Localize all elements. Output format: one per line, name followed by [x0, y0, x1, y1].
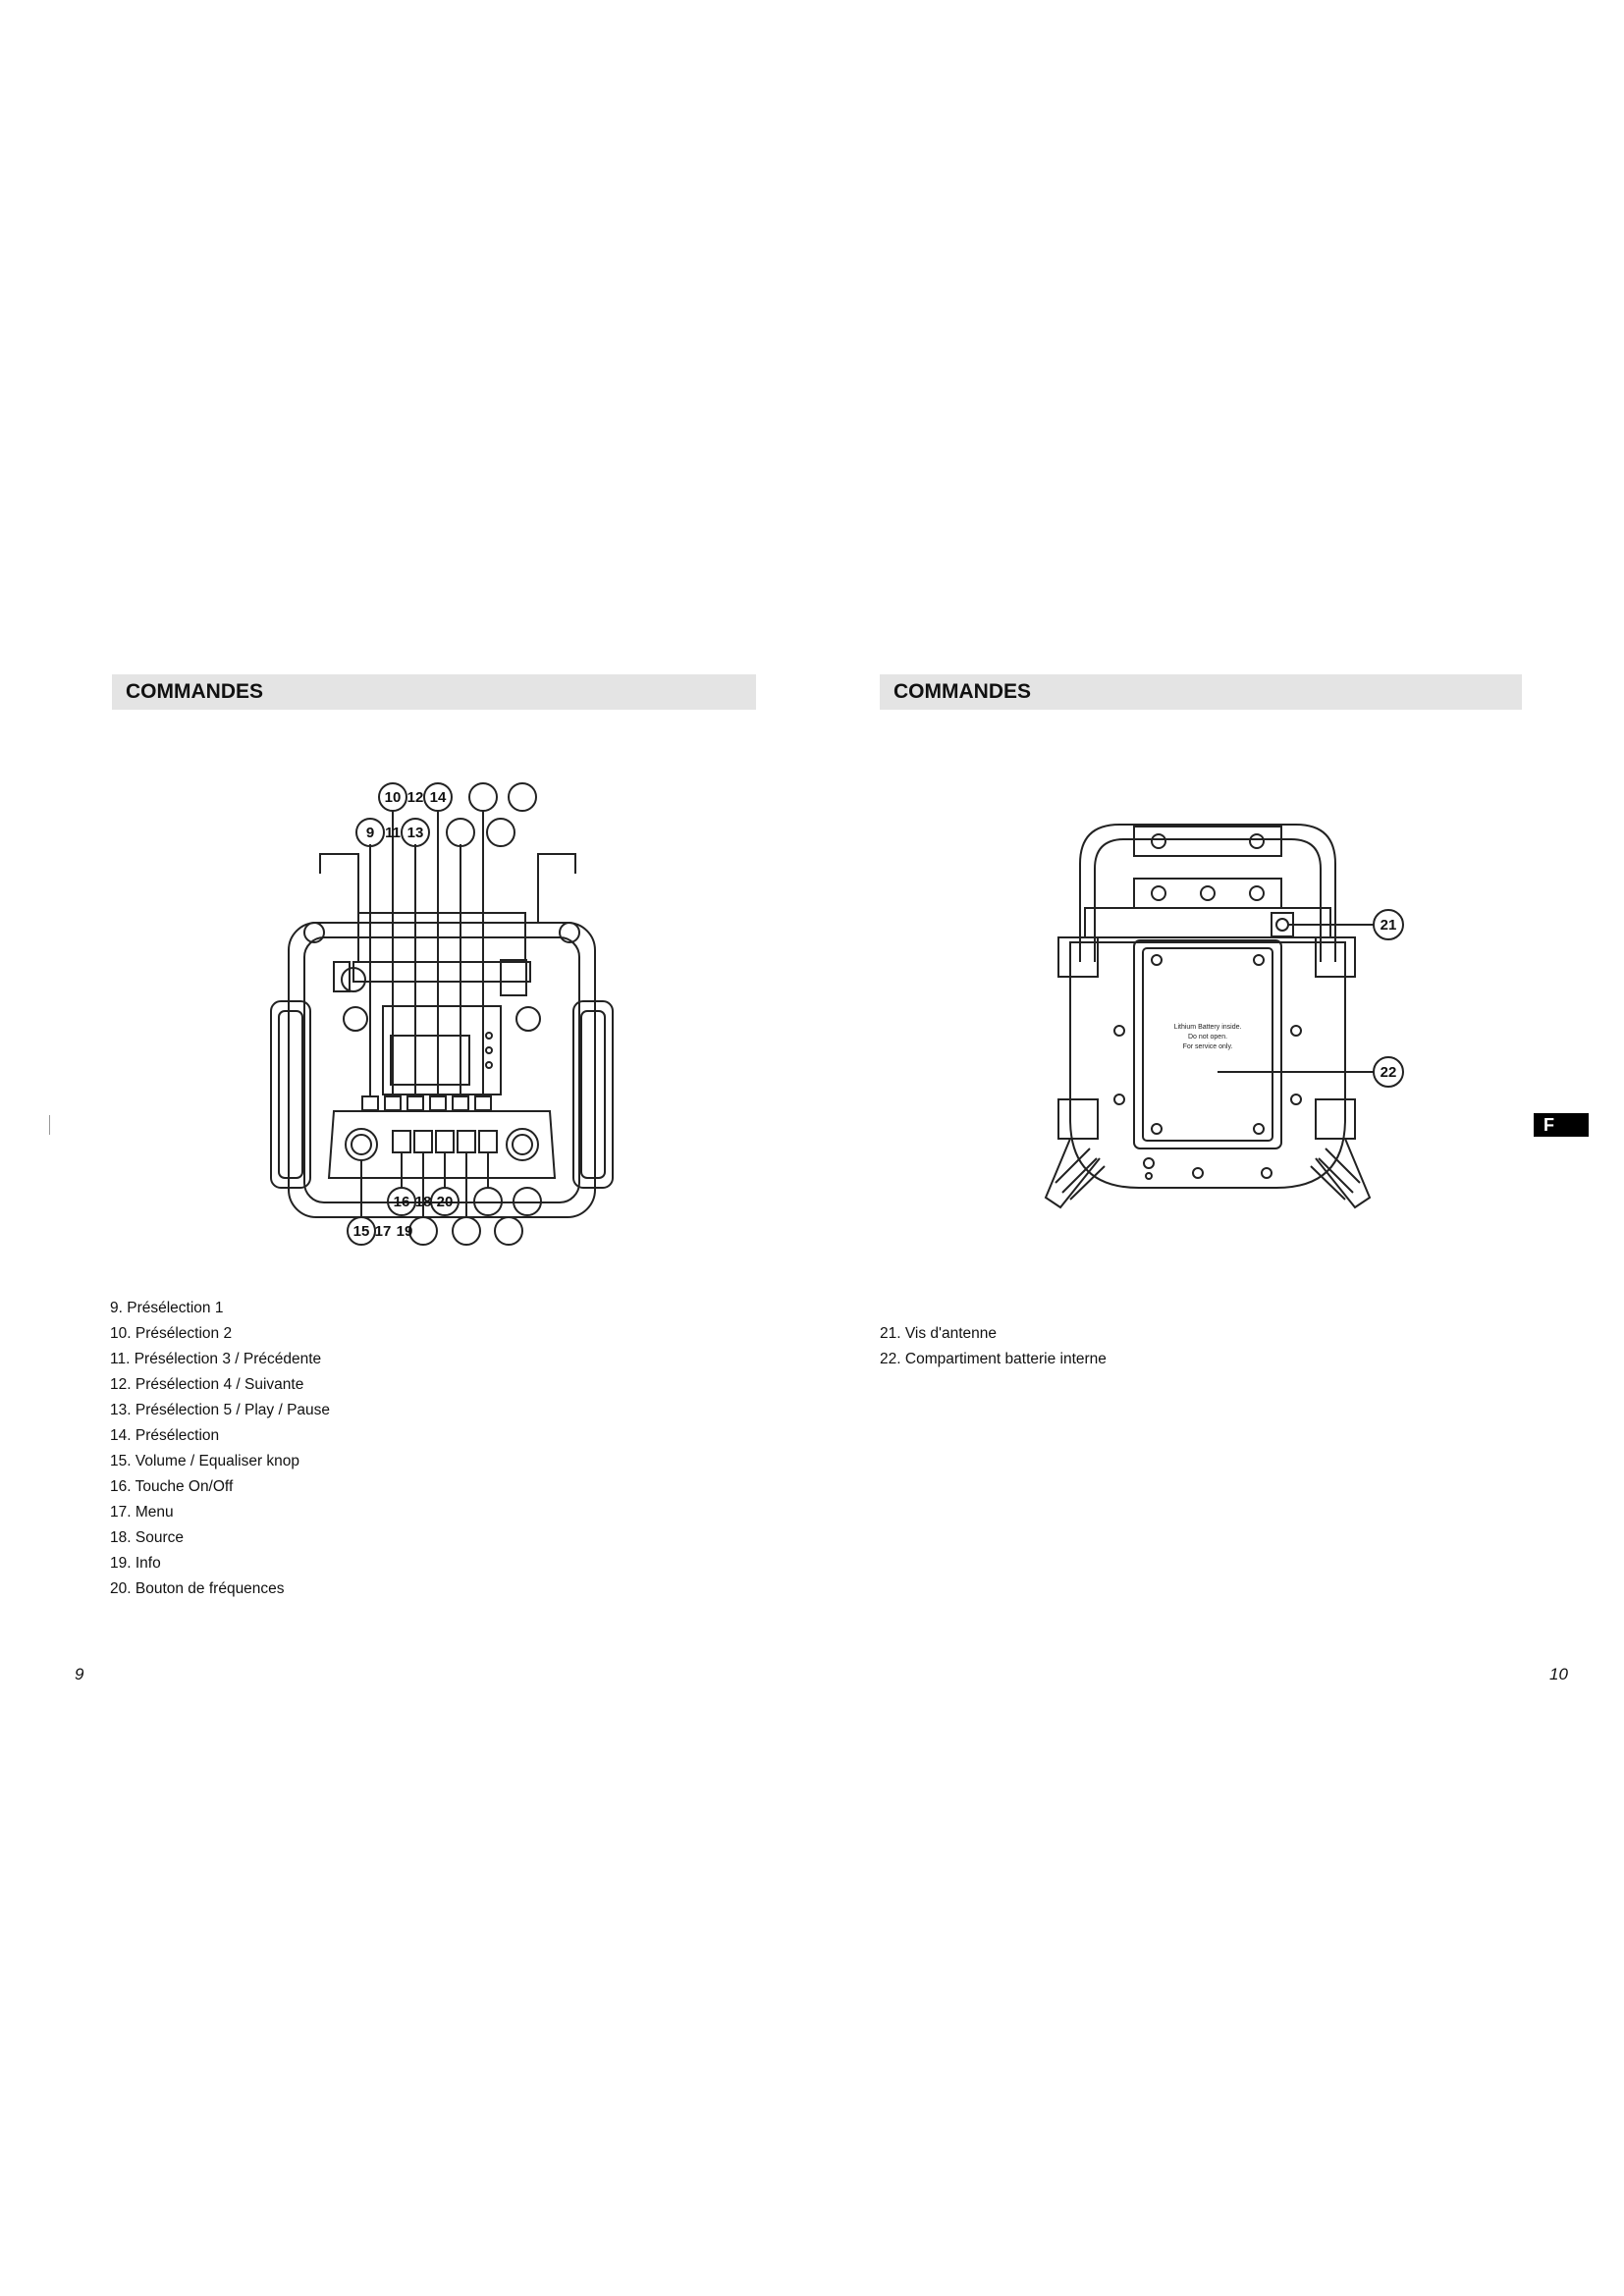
item-label: Présélection 2	[135, 1325, 233, 1342]
item-label: Présélection 1	[127, 1300, 224, 1316]
callout-12: 12	[406, 789, 424, 806]
callout-10: 10	[384, 789, 402, 806]
callout-22: 22	[1380, 1064, 1397, 1081]
right-page-number: 10	[1549, 1665, 1568, 1683]
item-label: Info	[135, 1555, 161, 1572]
left-page-number: 9	[75, 1665, 84, 1683]
item-label: Compartiment batterie interne	[904, 1351, 1107, 1367]
item-label: Présélection 5 / Play / Pause	[135, 1402, 331, 1418]
left-section-header: COMMANDES	[112, 674, 756, 710]
callout-20: 20	[436, 1194, 454, 1210]
list-item	[110, 1398, 330, 1423]
left-item-list	[110, 1296, 330, 1602]
list-item	[110, 1423, 330, 1449]
callout-11: 11	[385, 825, 401, 841]
item-number: 22.	[880, 1351, 901, 1367]
callout-15: 15	[352, 1223, 370, 1240]
callout-9: 9	[365, 825, 375, 841]
item-number: 20.	[110, 1580, 132, 1597]
list-item	[110, 1551, 330, 1576]
item-label: Source	[135, 1529, 184, 1546]
item-number: 13.	[110, 1402, 132, 1418]
item-label: Touche On/Off	[135, 1478, 234, 1495]
list-item	[880, 1347, 1107, 1372]
item-number: 15.	[110, 1453, 132, 1469]
list-item	[110, 1576, 330, 1602]
right-item-list	[880, 1321, 1107, 1372]
item-label: Vis d'antenne	[904, 1325, 998, 1342]
item-number: 18.	[110, 1529, 132, 1546]
list-item	[880, 1321, 1107, 1347]
callout-16: 16	[393, 1194, 410, 1210]
battery-warning-1: Lithium Battery inside.	[1173, 1024, 1242, 1031]
item-label: Présélection	[135, 1427, 220, 1444]
item-label: Présélection 4 / Suivante	[135, 1376, 304, 1393]
list-item	[110, 1347, 330, 1372]
rear-view-diagram	[1021, 805, 1453, 1237]
right-section-header: COMMANDES	[880, 674, 1522, 710]
callout-13: 13	[406, 825, 424, 841]
item-number: 11.	[110, 1351, 131, 1367]
item-number: 9.	[110, 1300, 123, 1316]
language-tab: F	[1534, 1113, 1589, 1137]
list-item	[110, 1296, 330, 1321]
callout-17: 17	[374, 1223, 392, 1240]
item-number: 10.	[110, 1325, 132, 1342]
list-item	[110, 1474, 330, 1500]
list-item	[110, 1372, 330, 1398]
item-number: 21.	[880, 1325, 901, 1342]
battery-warning-3: For service only.	[1182, 1043, 1233, 1050]
item-label: Volume / Equaliser knop	[135, 1453, 300, 1469]
item-number: 12.	[110, 1376, 132, 1393]
callout-19: 19	[396, 1223, 413, 1240]
front-view-diagram	[265, 766, 619, 1276]
callout-18: 18	[414, 1194, 432, 1210]
item-number: 17.	[110, 1504, 132, 1521]
list-item	[110, 1321, 330, 1347]
battery-warning-2: Do not open.	[1187, 1034, 1228, 1041]
item-number: 16.	[110, 1478, 132, 1495]
item-number: 19.	[110, 1555, 132, 1572]
list-item	[110, 1525, 330, 1551]
list-item	[110, 1500, 330, 1525]
item-number: 14.	[110, 1427, 132, 1444]
item-label: Bouton de fréquences	[135, 1580, 285, 1597]
callout-21: 21	[1380, 917, 1397, 934]
gutter-mark	[49, 1115, 50, 1135]
callout-14: 14	[429, 789, 447, 806]
list-item	[110, 1449, 330, 1474]
item-label: Menu	[135, 1504, 174, 1521]
item-label: Présélection 3 / Précédente	[134, 1351, 322, 1367]
